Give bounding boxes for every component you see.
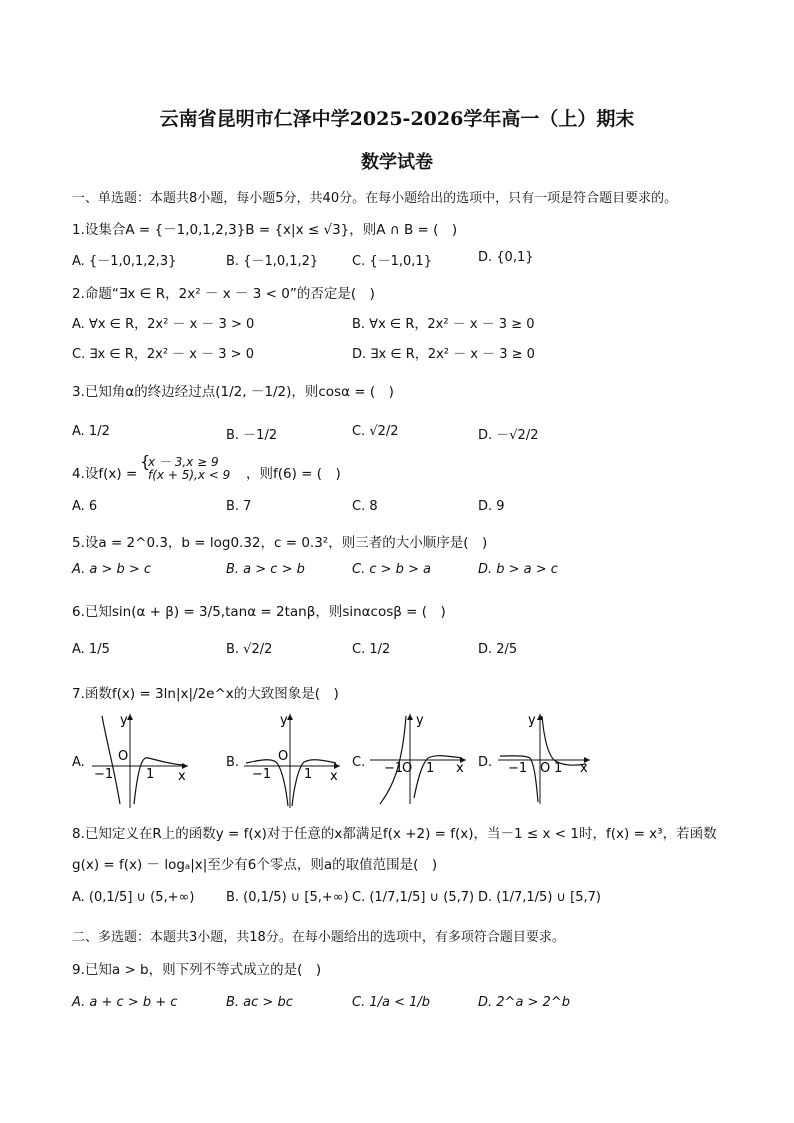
- graph-b-x-label: x: [330, 769, 338, 784]
- q1-option-a[interactable]: A. {－1,0,1,2,3}: [72, 254, 177, 269]
- graph-a-x-label: x: [178, 769, 186, 784]
- graph-d-origin-label: O: [540, 761, 551, 776]
- question-8-line-1: 8.已知定义在R上的函数y = f(x)对于任意的x都满足f(x +2) = f(x)，当－1 ≤ x < 1时，f(x) = x³，若函数: [72, 826, 717, 842]
- q1-option-c[interactable]: C. {－1,0,1}: [352, 254, 432, 269]
- q2-option-d[interactable]: D. ∃x ∈ R，2x² － x － 3 ≥ 0: [352, 347, 535, 362]
- q8-option-c[interactable]: C. (1/7,1/5] ∪ (5,7): [352, 890, 475, 905]
- q4-option-d[interactable]: D. 9: [478, 499, 505, 514]
- question-2-stem: 2.命题“∃x ∈ R，2x² － x － 3 < 0”的否定是( ): [72, 286, 375, 302]
- q7-option-c[interactable]: C.: [352, 755, 366, 770]
- graph-d-neg-one-label: −1: [508, 761, 528, 776]
- q2-option-c[interactable]: C. ∃x ∈ R，2x² － x － 3 > 0: [72, 347, 254, 362]
- q2-option-b[interactable]: B. ∀x ∈ R，2x² － x － 3 ≥ 0: [352, 317, 535, 332]
- q3-option-b[interactable]: B. －1/2: [226, 428, 278, 443]
- question-6-stem: 6.已知sin(α + β) = 3/5,tanα = 2tanβ，则sinαcosβ = ( ): [72, 604, 446, 620]
- graph-c-neg-one-label: −1: [384, 761, 404, 776]
- graph-b-origin-label: O: [278, 749, 289, 764]
- question-3-stem: 3.已知角α的终边经过点(1/2, －1/2)，则cosα = ( ): [72, 384, 394, 400]
- q8-option-a[interactable]: A. (0,1/5] ∪ (5,+∞): [72, 890, 195, 905]
- q7-option-b[interactable]: B.: [226, 755, 240, 770]
- graph-a-pos-one-label: 1: [146, 767, 155, 782]
- q6-option-c[interactable]: C. 1/2: [352, 642, 391, 657]
- q4-case-1: x － 3,x ≥ 9: [148, 455, 219, 469]
- q1-option-d[interactable]: D. {0,1}: [478, 250, 534, 265]
- question-4-prefix: 4.设f(x) =: [72, 466, 138, 482]
- q3-option-c[interactable]: C. √2/2: [352, 424, 399, 439]
- q6-option-a[interactable]: A. 1/5: [72, 642, 110, 657]
- q4-brace: {: [140, 452, 151, 471]
- q3-option-a[interactable]: A. 1/2: [72, 424, 110, 439]
- q7-graph-a: [88, 708, 194, 810]
- q1-option-b[interactable]: B. {－1,0,1,2}: [226, 254, 319, 269]
- exam-title: 云南省昆明市仁泽中学2025-2026学年高一（上）期末: [159, 108, 635, 130]
- q6-option-d[interactable]: D. 2/5: [478, 642, 518, 657]
- question-1-stem: 1.设集合A = {－1,0,1,2,3}B = {x|x ≤ √3}，则A ∩ B = ( ): [72, 222, 458, 238]
- q9-option-b[interactable]: B. ac > bc: [226, 995, 293, 1010]
- q2-option-a[interactable]: A. ∀x ∈ R，2x² － x － 3 > 0: [72, 317, 255, 332]
- graph-b-pos-one-label: 1: [304, 767, 313, 782]
- q8-option-d[interactable]: D. (1/7,1/5) ∪ [5,7): [478, 890, 601, 905]
- q4-case-2: f(x + 5),x < 9: [148, 468, 231, 482]
- graph-c-x-label: x: [456, 761, 464, 776]
- graph-d-pos-one-label: 1: [554, 761, 563, 776]
- graph-c-origin-label: O: [402, 761, 413, 776]
- q5-option-a[interactable]: A. a > b > c: [72, 562, 152, 577]
- graph-d-y-label: y: [528, 713, 536, 728]
- question-5-stem: 5.设a = 2^0.3，b = log0.32，c = 0.3²，则三者的大小顺序是( ): [72, 535, 488, 551]
- question-7-stem: 7.函数f(x) = 3ln|x|/2e^x的大致图象是( ): [72, 686, 339, 702]
- q7-option-a[interactable]: A.: [72, 755, 85, 770]
- q9-option-d[interactable]: D. 2^a > 2^b: [478, 995, 570, 1010]
- graph-c-pos-one-label: 1: [426, 761, 435, 776]
- q7-option-d[interactable]: D.: [478, 755, 493, 770]
- question-9-stem: 9.已知a > b，则下列不等式成立的是( ): [72, 962, 322, 978]
- graph-a-origin-label: O: [118, 749, 129, 764]
- q9-option-c[interactable]: C. 1/a < 1/b: [352, 995, 431, 1010]
- graph-a-neg-one-label: −1: [94, 767, 114, 782]
- q4-option-a[interactable]: A. 6: [72, 499, 98, 514]
- exam-subtitle: 数学试卷: [361, 152, 433, 173]
- q9-option-a[interactable]: A. a + c > b + c: [72, 995, 178, 1010]
- q5-option-d[interactable]: D. b > a > c: [478, 562, 558, 577]
- graph-c-y-label: y: [416, 713, 424, 728]
- q7-graph-d: [494, 708, 594, 810]
- graph-b-neg-one-label: −1: [252, 767, 272, 782]
- q5-option-c[interactable]: C. c > b > a: [352, 562, 432, 577]
- q4-option-c[interactable]: C. 8: [352, 499, 378, 514]
- graph-a-y-label: y: [120, 713, 128, 728]
- q3-option-d[interactable]: D. －√2/2: [478, 428, 539, 443]
- section-1-header: 一、单选题：本题共8小题，每小题5分，共40分。在每小题给出的选项中，只有一项是符合题目要求的。: [72, 191, 678, 206]
- q7-graph-c: [366, 708, 472, 810]
- q6-option-b[interactable]: B. √2/2: [226, 642, 273, 657]
- q4-option-b[interactable]: B. 7: [226, 499, 252, 514]
- graph-b-y-label: y: [280, 713, 288, 728]
- q7-graph-b: [240, 708, 346, 810]
- graph-d-x-label: x: [580, 761, 588, 776]
- section-2-header: 二、多选题：本题共3小题，共18分。在每小题给出的选项中，有多项符合题目要求。: [72, 930, 565, 945]
- q5-option-b[interactable]: B. a > c > b: [226, 562, 305, 577]
- q8-option-b[interactable]: B. (0,1/5) ∪ [5,+∞): [226, 890, 349, 905]
- question-4-suffix: ，则f(6) = ( ): [246, 466, 341, 482]
- question-8-line-2: g(x) = f(x) － logₐ|x|至少有6个零点，则a的取值范围是( ): [72, 857, 438, 873]
